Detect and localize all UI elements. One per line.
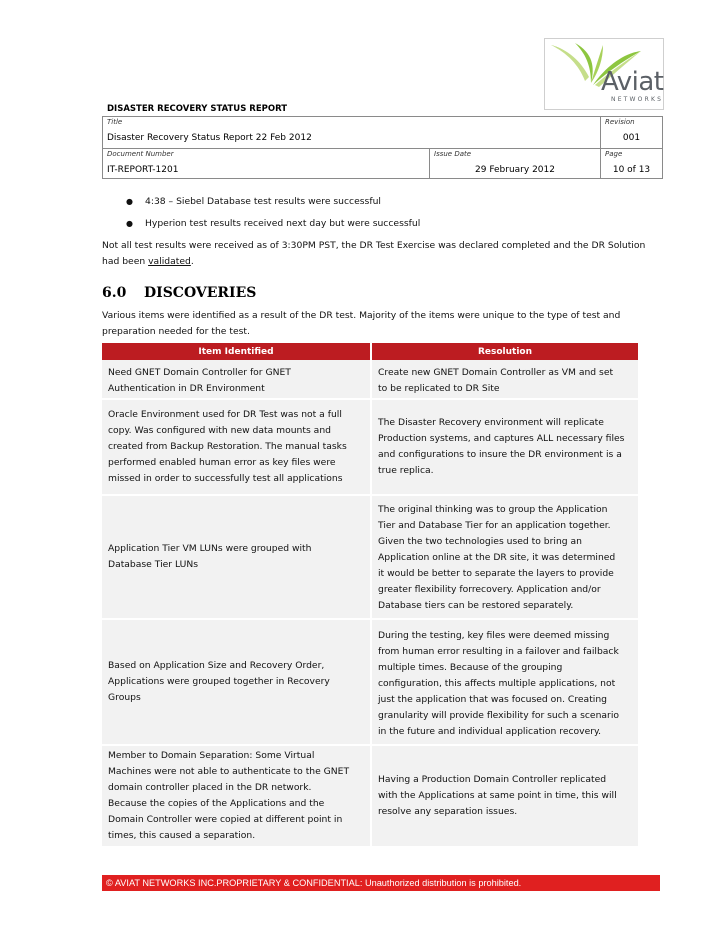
page-cell [601, 149, 663, 179]
section-number: 6.0 [102, 285, 127, 301]
summary-paragraph [102, 238, 662, 270]
section-title: DISCOVERIES [144, 285, 257, 301]
section-intro: Various items were identified as a result of the DR test. Majority of the items were unique to the type of test and preparation needed for the test. [102, 310, 621, 337]
item-cell: Need GNET Domain Controller for GNET Authentication in DR Environment [108, 367, 291, 394]
discoveries-table [102, 343, 640, 848]
logo-subtext: NETWORKS [611, 96, 664, 103]
docnum-cell [103, 149, 430, 179]
table-row [102, 360, 640, 400]
column-header-item: Item Identified [102, 343, 372, 360]
summary-tail: . [190, 256, 194, 267]
resolution-cell: The original thinking was to group the Application Tier and Database Tier for an application together. Given the two technologies used to bring an Application online at the DR site, it was determined it would be better to separate the layers to provide greater flexibility forrecovery. Application and/or Database tiers can be restored separately. [378, 504, 616, 611]
title-value: Disaster Recovery Status Report 22 Feb 2012 [107, 133, 312, 143]
page-label: Page [605, 150, 623, 158]
revision-cell [601, 117, 663, 149]
page-value: 10 of 13 [612, 165, 651, 175]
resolution-cell: Having a Production Domain Controller replicated with the Applications at same point in time, this will resolve any separation issues. [378, 774, 617, 817]
report-title: DISASTER RECOVERY STATUS REPORT [107, 104, 288, 114]
title-label: Title [107, 118, 123, 126]
issue-date-value: 29 February 2012 [475, 165, 555, 175]
validated-link-text: validated [148, 256, 191, 267]
item-cell: Based on Application Size and Recovery Order, Applications were grouped together in Recovery Groups [108, 660, 330, 703]
section-heading [102, 285, 256, 301]
docnum-value: IT-REPORT-1201 [107, 165, 179, 175]
summary-text: Not all test results were received as of 3:30PM PST, the DR Test Exercise was declared completed and the DR Solution had been [102, 240, 646, 267]
bullet-text: Hyperion test results received next day but were successful [145, 218, 421, 229]
issue-date-cell [430, 149, 601, 179]
column-header-resolution: Resolution [372, 343, 640, 360]
document-header-table [102, 116, 663, 179]
item-cell: Application Tier VM LUNs were grouped with Database Tier LUNs [108, 543, 312, 570]
resolution-cell: Create new GNET Domain Controller as VM and set to be replicated to DR Site [378, 367, 614, 394]
bullet-text: 4:38 – Siebel Database test results were successful [145, 196, 381, 207]
resolution-cell: The Disaster Recovery environment will replicate Production systems, and captures ALL necessary files and configurations to insure the DR environment is a true replica. [378, 417, 625, 476]
item-cell: Member to Domain Separation: Some Virtual Machines were not able to authenticate to the GNET domain controller placed in the DR network. Because the copies of the Applications and the Domain Controller were copied at different point in times, this caused a separation. [108, 750, 350, 841]
table-row [102, 400, 640, 496]
revision-label: Revision [605, 118, 635, 126]
logo-wordmark: Aviat [601, 67, 664, 97]
aviat-logo [544, 38, 664, 110]
revision-value: 001 [622, 133, 641, 143]
bullet-icon: ● [126, 197, 133, 206]
table-row [102, 746, 640, 848]
docnum-label: Document Number [107, 150, 174, 158]
table-row [102, 620, 640, 746]
bullet-icon: ● [126, 219, 133, 228]
table-row [102, 496, 640, 620]
confidentiality-footer: © AVIAT NETWORKS INC.PROPRIETARY & CONFIDENTIAL: Unauthorized distribution is prohibited. [102, 875, 660, 891]
resolution-cell: During the testing, key files were deemed missing from human error resulting in a failover and failback multiple times. Because of the grouping configuration, this affects multiple applications, not just the application that was focused on. Creating granularity will provide flexibility for such a scenario in the future and individual application recovery. [378, 630, 619, 737]
issue-date-label: Issue Date [434, 150, 472, 158]
title-cell [103, 117, 601, 149]
item-cell: Oracle Environment used for DR Test was not a full copy. Was configured with new data mounts and created from Backup Restoration. The manual tasks performed enabled human error as key files were missed in order to successfully test all applications [108, 409, 347, 484]
